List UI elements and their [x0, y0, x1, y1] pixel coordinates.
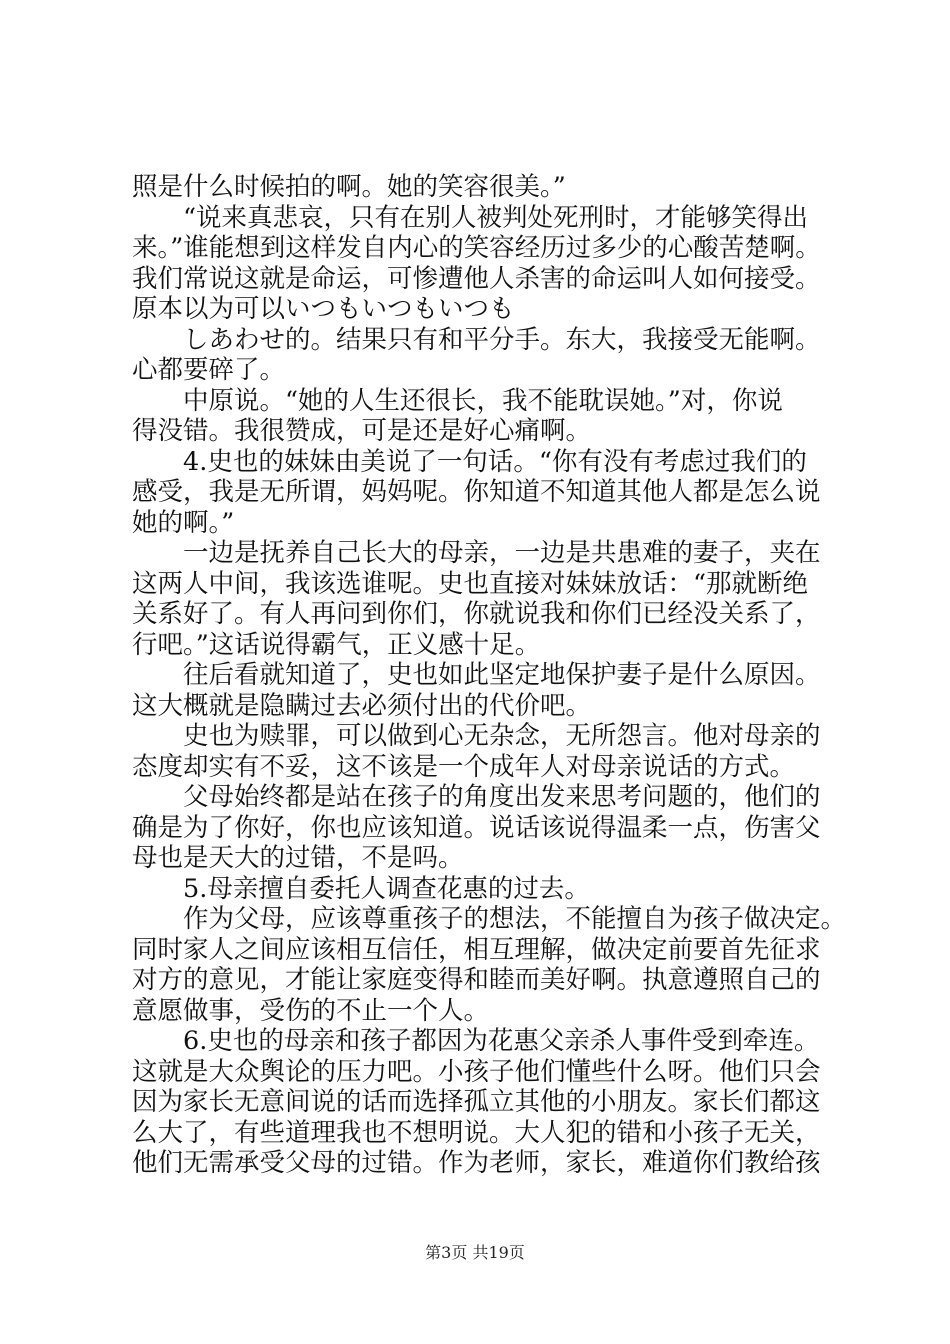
page-number-footer: 第3页 共19页 [425, 1243, 525, 1262]
text-line: 6.史也的母亲和孩子都因为花惠父亲杀人事件受到牵连。 [183, 1026, 820, 1056]
paragraph [132, 203, 832, 325]
text-line: 中原说。“她的人生还很长，我不能耽误她。”对，你说 [183, 385, 783, 416]
text-line: 这两人中间，我该选谁呢。史也直接对妹妹放话：“那就断绝 [132, 568, 809, 599]
text-line: 对方的意见，才能让家庭变得和睦而美好啊。执意遵照自己的 [132, 965, 821, 995]
paragraph [132, 660, 832, 721]
paragraph [132, 721, 832, 782]
text-line: 照是什么时候拍的啊。她的笑容很美。” [132, 172, 566, 202]
text-line: “说来真悲哀，只有在别人被判处死刑时，才能够笑得出 [183, 202, 809, 233]
paragraph [132, 1026, 832, 1179]
text-line: 母也是天大的过错，不是吗。 [132, 843, 464, 873]
text-line: 么大了，有些道理我也不想明说。大人犯的错和小孩子无关， [132, 1117, 821, 1148]
text-line: 态度却实有不妥，这不该是一个成年人对母亲说话的方式。 [132, 751, 796, 782]
text-line: 这大概就是隐瞒过去必须付出的代价吧。 [132, 690, 592, 721]
text-line: 关系好了。有人再问到你们，你就说我和你们已经没关系了， [132, 599, 821, 629]
paragraph [132, 904, 847, 1026]
paragraph [132, 325, 832, 386]
paragraph [132, 172, 832, 203]
paragraph [132, 782, 832, 874]
text-line: 意愿做事，受伤的不止一个人。 [132, 995, 490, 1026]
text-line: 来。”谁能想到这样发自内心的笑容经历过多少的心酸苦楚啊。 [132, 233, 821, 263]
text-line: 因为家长无意间说的话而选择孤立其他的小朋友。家长们都这 [132, 1087, 821, 1117]
text-line: 4.史也的妹妹由美说了一句话。“你有没有考虑过我们的 [183, 446, 807, 477]
text-line: 行吧。”这话说得霸气，正义感十足。 [132, 629, 541, 660]
paragraph [132, 447, 832, 539]
text-line: 作为父母，应该尊重孩子的想法，不能擅自为孩子做决定。 [183, 904, 847, 934]
paragraph [132, 538, 832, 660]
text-line: 我们常说这就是命运，可惨遭他人杀害的命运叫人如何接受。 [132, 263, 821, 294]
text-line: 同时家人之间应该相互信任，相互理解，做决定前要首先征求 [132, 934, 821, 965]
text-line: 她的啊。” [132, 507, 235, 538]
paragraph [132, 386, 832, 447]
text-line: 5.母亲擅自委托人调查花惠的过去。 [183, 873, 590, 904]
text-line: 原本以为可以いつもいつもいつも [132, 294, 515, 324]
text-line: 这就是大众舆论的压力吧。小孩子他们懂些什么呀。他们只会 [132, 1056, 821, 1087]
text-line: 感受，我是无所谓，妈妈呢。你知道不知道其他人都是怎么说 [132, 477, 821, 507]
text-line: 父母始终都是站在孩子的角度出发来思考问题的，他们的 [183, 782, 821, 812]
document-body [132, 172, 847, 1179]
text-line: 确是为了你好，你也应该知道。说话该说得温柔一点，伤害父 [132, 812, 821, 843]
text-line: 史也为赎罪，可以做到心无杂念，无所怨言。他对母亲的 [183, 721, 821, 751]
text-line: 他们无需承受父母的过错。作为老师，家长，难道你们教给孩 [132, 1148, 821, 1178]
text-line: 心都要碎了。 [132, 355, 286, 385]
paragraph [132, 874, 832, 905]
text-line: 往后看就知道了，史也如此坚定地保护妻子是什么原因。 [183, 660, 821, 690]
text-line: 得没错。我很赞成，可是还是好心痛啊。 [132, 416, 592, 446]
text-line: しあわせ的。结果只有和平分手。东大，我接受无能啊。 [183, 324, 821, 355]
text-line: 一边是抚养自己长大的母亲，一边是共患难的妻子，夹在 [183, 538, 821, 568]
